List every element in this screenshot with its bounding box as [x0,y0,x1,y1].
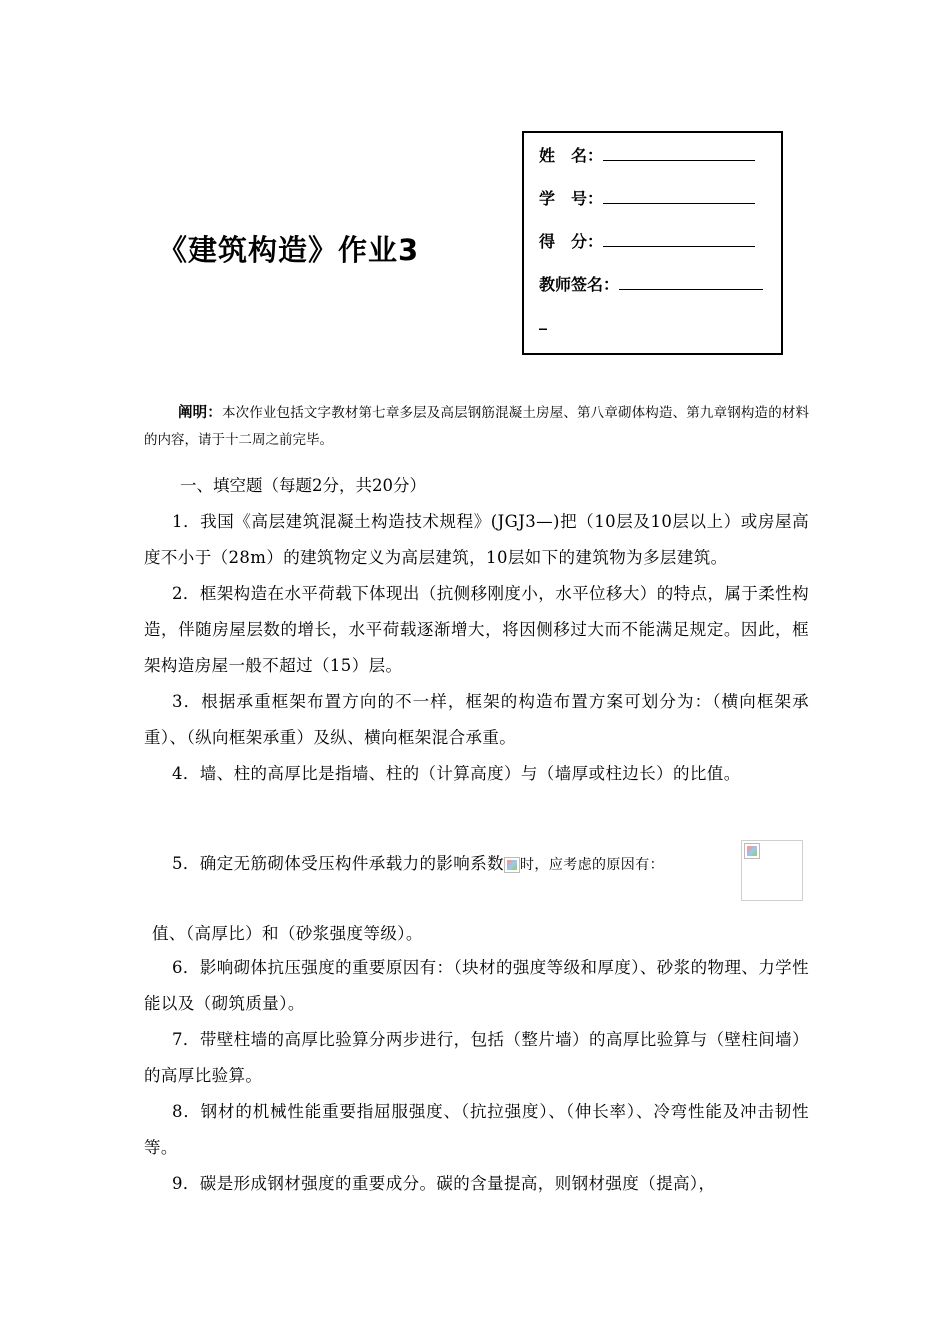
question-7: 7．带壁柱墙的高厚比验算分两步进行，包括（整片墙）的高厚比验算与（壁柱间墙）的高厚比验算。 [144,1030,809,1085]
name-blank [603,144,755,161]
question-5-part4: 值、（高厚比）和（砂浆强度等级）。 [152,924,423,943]
stray-mark: _ [539,311,547,330]
question-2: 2．框架构造在水平荷载下体现出（抗侧移刚度小，水平位移大）的特点，属于柔性构造，伴随房屋层数的增长，水平荷载逐渐增大，将因侧移过大而不能满足规定。因此，框架构造房屋一般不超过（15）层。 [144,584,809,675]
teacher-signature-row [539,272,763,295]
score-label: 得 分： [539,232,604,251]
question-5-part2: 时， [520,857,549,873]
section-heading: 一、填空题（每题2分，共20分） [180,476,426,495]
question-4: 4．墙、柱的高厚比是指墙、柱的（计算高度）与（墙厚或柱边长）的比值。 [172,764,741,783]
page-title: 《建筑构造》作业3 [158,233,420,267]
question-6: 6．影响砌体抗压强度的重要原因有：（块材的强度等级和厚度）、砂浆的物理、力学性能以及（砌筑质量）。 [144,958,809,1013]
broken-image-icon [744,843,760,859]
name-row [539,143,755,166]
student-id-blank [603,187,755,204]
note-text: 本次作业包括文字教材第七章多层及高层钢筋混凝土房屋、第八章砌体构造、第九章钢构造的材料的内容，请于十二周之前完毕。 [144,405,810,448]
score-row [539,229,755,252]
question-1: 1．我国《高层建筑混凝土构造技术规程》(JGJ3—)把（10层及10层以上）或房屋高度不小于（28m）的建筑物定义为高层建筑，10层如下的建筑物为多层建筑。 [144,512,809,567]
student-id-label: 学 号： [539,189,604,208]
question-9: 9．碳是形成钢材强度的重要成分。碳的含量提高，则钢材强度（提高）， [172,1174,716,1193]
question-5-part3: 应考虑的原因有： [548,857,665,873]
instructions-note [144,400,809,454]
broken-image-icon [504,857,520,873]
question-8: 8．钢材的机械性能重要指屈服强度、（抗拉强度）、（伸长率）、冷弯性能及冲击韧性等。 [144,1102,809,1157]
teacher-signature-label: 教师签名： [539,275,620,294]
question-5-line1 [144,846,744,883]
student-id-row [539,186,755,209]
teacher-signature-blank [619,273,763,290]
score-blank [603,230,755,247]
question-5-part1: 5．确定无筋砌体受压构件承载力的影响系数 [172,854,504,873]
questions-part2 [144,950,809,1202]
questions-part1 [144,504,809,792]
name-label: 姓 名： [539,146,604,165]
note-lead: 阐明： [178,405,222,421]
image-placeholder-frame [741,840,803,901]
student-info-box [522,131,783,355]
question-3: 3．根据承重框架布置方向的不一样，框架的构造布置方案可划分为：（横向框架承重）、（纵向框架承重）及纵、横向框架混合承重。 [144,692,809,747]
